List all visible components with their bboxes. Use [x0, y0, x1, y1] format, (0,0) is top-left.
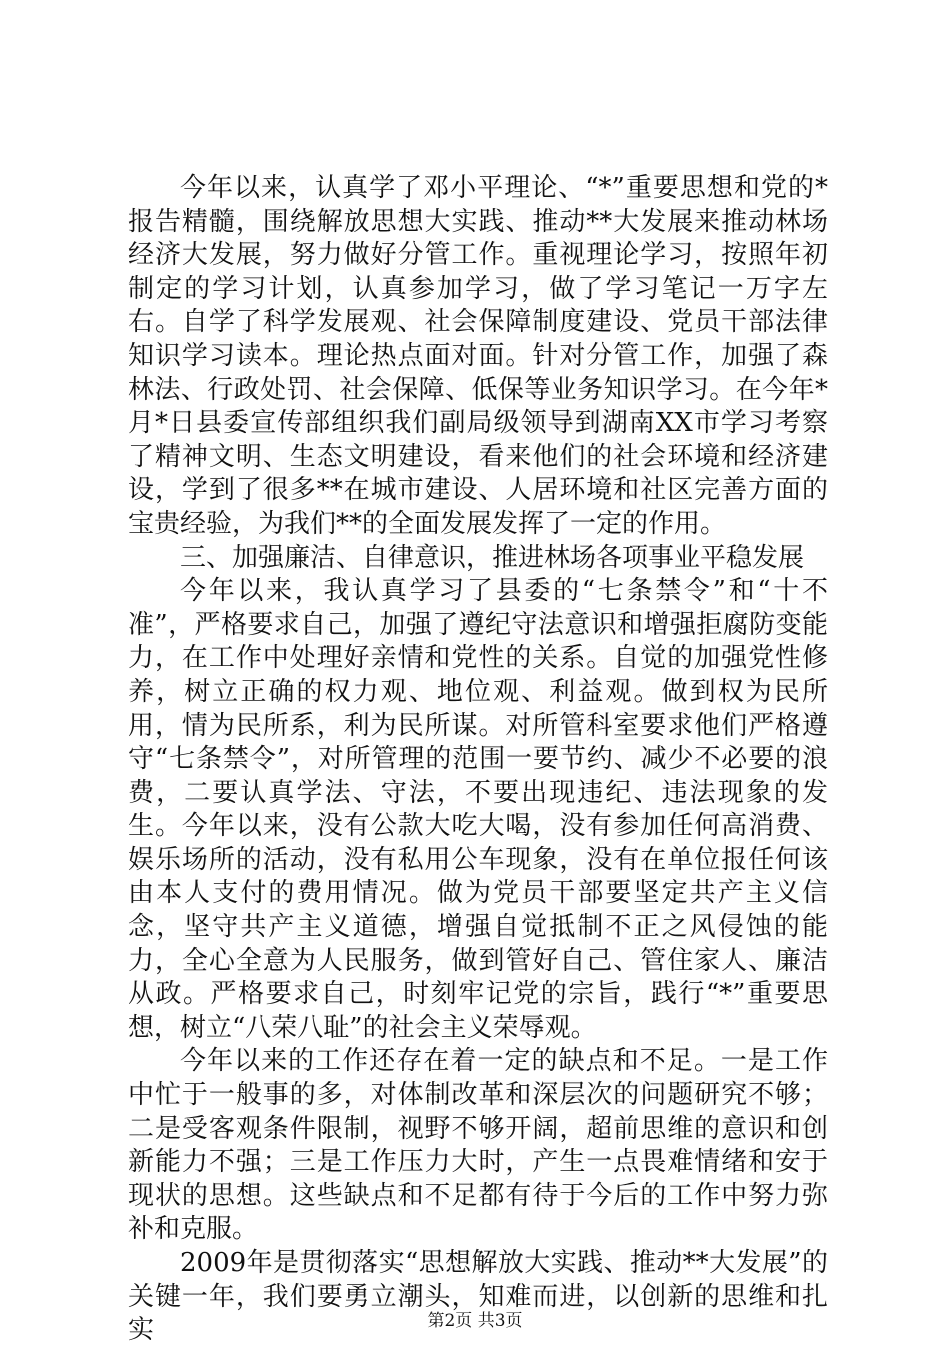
section-heading-integrity: 三、加强廉洁、自律意识，推进林场各项事业平稳发展 — [180, 542, 805, 573]
paragraph-shortcomings: 今年以来的工作还存在着一定的缺点和不足。一是工作中忙于一般事的多，对体制改革和深层次的问题研究不够；二是受客观条件限制，视野不够开阔，超前思维的意识和创新能力不强；三是工作压力大时，产生一点畏难情绪和安于现状的思想。这些缺点和不足都有待于今后的工作中努力弥补和克服。 — [128, 1046, 828, 1245]
paragraph-2009-outlook: 2009年是贯彻落实“思想解放大实践、推动**大发展”的关键一年，我们要勇立潮头，知难而进，以创新的思维和扎实 — [128, 1248, 828, 1346]
paragraph-integrity: 今年以来，我认真学习了县委的“七条禁令”和“十不准”，严格要求自己，加强了遵纪守法意识和增强拒腐防变能力，在工作中处理好亲情和党性的关系。自觉的加强党性修养，树立正确的权力观、地位观、利益观。做到权为民所用，情为民所系，利为民所谋。对所管科室要求他们严格遵守“七条禁令”，对所管理的范围一要节约、减少不必要的浪费，二要认真学法、守法，不要出现违纪、违法现象的发生。今年以来，没有公款大吃大喝，没有参加任何高消费、娱乐场所的活动，没有私用公车现象，没有在单位报任何该由本人支付的费用情况。做为党员干部要坚定共产主义信念，坚守共产主义道德，增强自觉抵制不正之风侵蚀的能力，全心全意为人民服务，做到管好自己、管住家人、廉洁从政。严格要求自己，时刻牢记党的宗旨，践行“*”重要思想，树立“八荣八耻”的社会主义荣辱观。 — [128, 576, 828, 1043]
paragraph-theory-study: 今年以来，认真学了邓小平理论、“*”重要思想和党的*报告精髓，围绕解放思想大实践、推动**大发展来推动林场经济大发展，努力做好分管工作。重视理论学习，按照年初制定的学习计划，认真参加学习，做了学习笔记一万字左右。自学了科学发展观、社会保障制度建设、党员干部法律知识学习读本。理论热点面对面。针对分管工作，加强了森林法、行政处罚、社会保障、低保等业务知识学习。在今年*月*日县委宣传部组织我们副局级领导到湖南XX市学习考察了精神文明、生态文明建设，看来他们的社会环境和经济建设，学到了很多**在城市建设、人居环境和社区完善方面的宝贵经验，为我们**的全面发展发挥了一定的作用。 — [128, 173, 828, 539]
page-number-footer: 第2页 共3页 — [427, 1311, 523, 1331]
document-body — [128, 172, 828, 1348]
